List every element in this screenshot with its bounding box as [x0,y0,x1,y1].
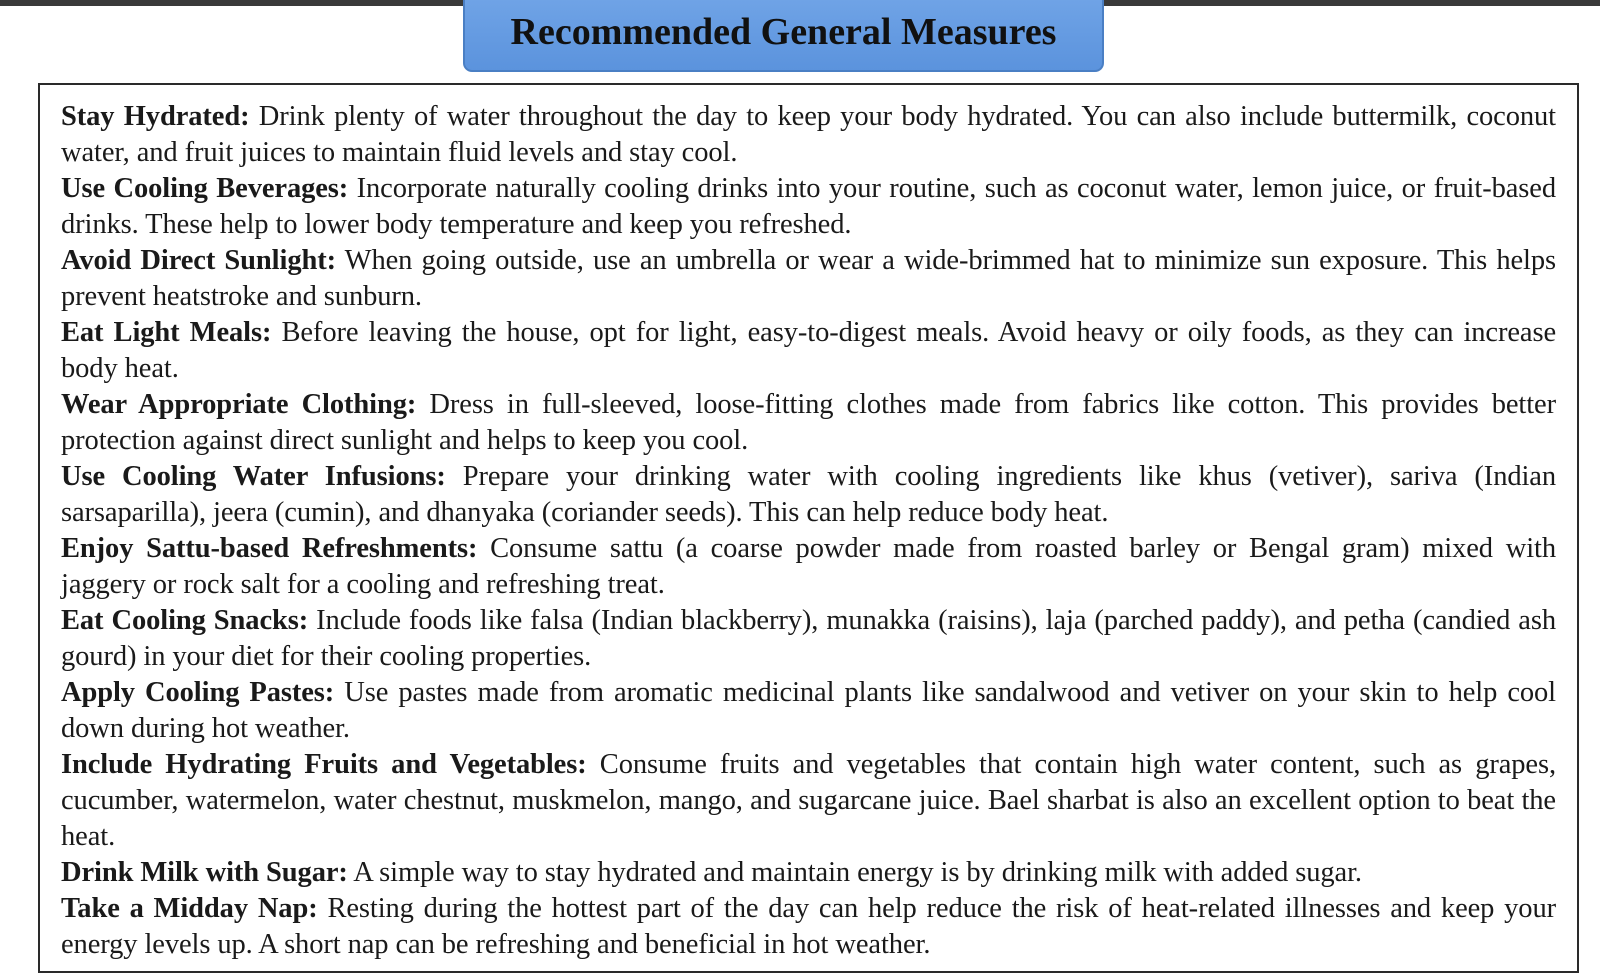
measure-title: Use Cooling Water Infusions: [61,461,446,492]
measure-title: Eat Light Meals: [61,317,272,348]
measure-text: Prepare your drinking water with cooling ingredients like khus (vetiver), sariva (Indian sarsaparilla), jeera (cumin), and dhanyaka (coriander seeds). This can help reduce body heat. [61,461,1557,528]
measure-title: Drink Milk with Sugar: [61,857,348,888]
measure-title: Eat Cooling Snacks: [61,605,309,636]
measure-title: Use Cooling Beverages: [61,173,349,204]
measure-item [61,99,1556,171]
measure-item [61,387,1556,459]
measure-text: Dress in full-sleeved, loose-fitting clothes made from fabrics like cotton. This provides better protection against direct sunlight and helps to keep you cool. [61,389,1556,456]
measure-title: Include Hydrating Fruits and Vegetables: [61,749,587,780]
measure-item [61,531,1556,603]
measure-item [61,243,1556,315]
measure-text: When going outside, use an umbrella or wear a wide-brimmed hat to minimize sun exposure. This helps prevent heatstroke and sunburn. [61,245,1556,312]
measure-item [61,747,1556,855]
measure-title: Avoid Direct Sunlight: [61,245,336,276]
measure-text: Consume sattu (a coarse powder made from roasted barley or Bengal gram) mixed with jaggery or rock salt for a cooling and refreshing treat. [61,533,1556,600]
measure-text: Before leaving the house, opt for light, easy-to-digest meals. Avoid heavy or oily foods, as they can increase body heat. [61,317,1556,384]
measure-item [61,315,1556,387]
measure-item [61,459,1556,531]
measure-text: Include foods like falsa (Indian blackberry), munakka (raisins), laja (parched paddy), and petha (candied ash gourd) in your diet for their cooling properties. [61,605,1556,672]
measure-text: A simple way to stay hydrated and maintain energy is by drinking milk with added sugar. [353,857,1362,888]
measure-text: Drink plenty of water throughout the day to keep your body hydrated. You can also include buttermilk, coconut water, and fruit juices to maintain fluid levels and stay cool. [61,101,1556,168]
measure-text: Incorporate naturally cooling drinks into your routine, such as coconut water, lemon juice, or fruit-based drinks. These help to lower body temperature and keep you refreshed. [61,173,1556,240]
measure-item [61,603,1556,675]
measure-text: Consume fruits and vegetables that contain high water content, such as grapes, cucumber, watermelon, water chestnut, muskmelon, mango, and sugarcane juice. Bael sharbat is also an excellent option to beat the heat. [61,749,1556,852]
measure-item [61,891,1556,963]
measure-text: Resting during the hottest part of the day can help reduce the risk of heat-related illnesses and keep your energy levels up. A short nap can be refreshing and beneficial in hot weather. [61,893,1556,960]
measure-title: Take a Midday Nap: [61,893,318,924]
heading-banner [463,0,1104,72]
measures-box [38,83,1579,973]
measure-title: Enjoy Sattu-based Refreshments: [61,533,478,564]
measure-item [61,855,1556,891]
page-title: Recommended General Measures [510,11,1057,53]
measure-text: Use pastes made from aromatic medicinal plants like sandalwood and vetiver on your skin to help cool down during hot weather. [61,677,1556,744]
measure-title: Stay Hydrated: [61,101,250,132]
measure-title: Wear Appropriate Clothing: [61,389,417,420]
measure-title: Apply Cooling Pastes: [61,677,335,708]
measure-item [61,171,1556,243]
measure-item [61,675,1556,747]
